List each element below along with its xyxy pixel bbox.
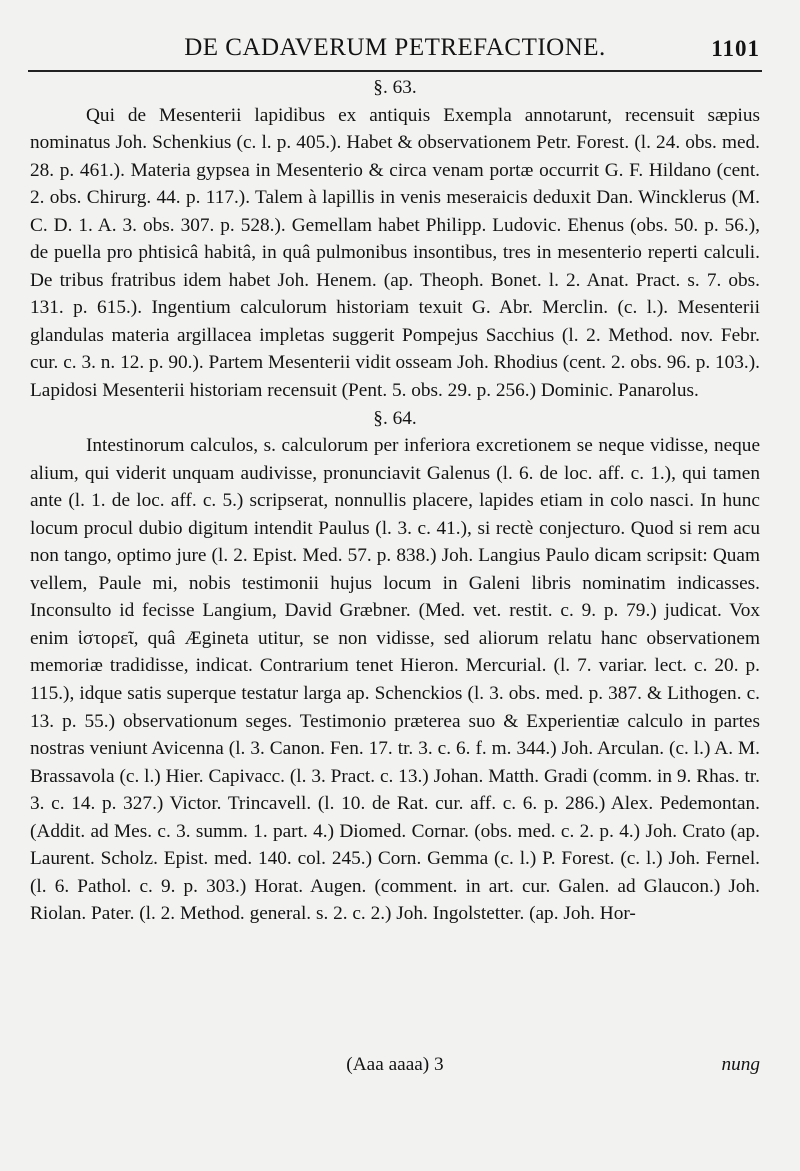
page-footer: [30, 1054, 760, 1082]
section-text-63: Qui de Mesenterii lapidibus ex antiquis Exempla annotarunt, recensuit sæpius nominatus Joh. Schenkius (c. l. p. 405.). Habet & observationem Petr. Forest. (l. 24. obs. med. 28. p. 461.). Materia gypsea in Mesenterio & circa venam portæ occurrit G. F. Hildano (cent. 2. obs. Chirurg. 44. p. 117.). Talem à lapillis in venis meseraicis deduxit Dan. Wincklerus (M. C. D. 1. A. 3. obs. 307. p. 528.). Gemellam habet Philipp. Ludovic. Ehenus (obs. 50. p. 56.), de puella pro phtisicâ habitâ, in quâ pulmonibus insontibus, tres in mesenterio reperti calculi. De tribus fratribus idem habet Joh. Henem. (ap. Theoph. Bonet. l. 2. Anat. Pract. s. 7. obs. 131. p. 615.). Ingentium calculorum historiam texuit G. Abr. Merclin. (c. l.). Mesenterii glandulas materia argillacea impletas suggerit Pompejus Sacchius (l. 2. Method. nov. Febr. cur. c. 3. n. 12. p. 90.). Partem Mesenterii vidit osseam Joh. Rhodius (cent. 2. obs. 96. p. 103.). Lapidosi Mesenterii historiam recensuit (Pent. 5. obs. 29. p. 256.) Dominic. Panarolus.: [30, 104, 760, 402]
page-number: 1101: [711, 36, 760, 61]
body-text: [30, 74, 760, 928]
running-head: [30, 30, 760, 70]
header-rule: [28, 70, 762, 72]
section-heading-63: §. 63.: [373, 77, 417, 98]
catchword: nung: [721, 1054, 760, 1075]
section-text-64: Intestinorum calculos, s. calculorum per inferiora excretionem se neque vidisse, neque alium, qui viderit unquam audivisse, pronunciavit Galenus (l. 6. de loc. aff. c. 1.), qui tamen ante (l. 1. de loc. aff. c. 5.) scripserat, nonnullis placere, lapides etiam in colo nasci. In hunc locum procul dubio digitum intendit Paulus (l. 3. c. 41.), si rectè conjecturo. Quod si rem acu non tango, optimo jure (l. 2. Epist. Med. 57. p. 838.) Joh. Langius Paulo dicam scripsit: Quam vellem, Paule mi, nobis testimonii hujus locum in Galeni libris nominatim indicasses. Inconsulto id fecisse Langium, David Græbner. (Med. vet. restit. c. 9. p. 79.) judicat. Vox enim ἱστορεῖ, quâ Ægineta utitur, se non vidisse, sed aliorum relatu hanc observationem memoriæ tradidisse, indicat. Contrarium tenet Hieron. Mercurial. (l. 7. variar. lect. c. 20. p. 115.), idque satis superque testatur larga ap. Schenckios (l. 3. obs. med. p. 387. & Lithogen. c. 13. p. 55.) observationum seges. Testimonio præterea suo & Experientiæ calculo in partes nostras veniunt Avicenna (l. 3. Canon. Fen. 17. tr. 3. c. 6. f. m. 344.) Joh. Arculan. (c. l.) A. M. Brassavola (c. l.) Hier. Capivacc. (l. 3. Pract. c. 13.) Johan. Matth. Gradi (comm. in 9. Rhas. tr. 3. c. 14. p. 327.) Victor. Trincavell. (l. 10. de Rat. cur. aff. c. 6. p. 286.) Alex. Pedemontan. (Addit. ad Mes. c. 3. summ. 1. part. 4.) Diomed. Cornar. (obs. med. c. 2. p. 4.) Joh. Crato (ap. Laurent. Scholz. Epist. med. 140. col. 245.) Corn. Gemma (c. l.) P. Forest. (c. l.) Joh. Fernel. (l. 6. Pathol. c. 9. p. 303.) Horat. Augen. (comment. in art. cur. Galen. ad Glaucon.) Joh. Riolan. Pater. (l. 2. Method. general. s. 2. c. 2.) Joh. Ingolstetter. (ap. Joh. Hor-: [30, 435, 760, 925]
signature-mark: (Aaa aaaa) 3: [346, 1054, 444, 1075]
running-title: DE CADAVERUM PETREFACTIONE.: [184, 34, 606, 61]
section-heading-64: §. 64.: [373, 407, 417, 429]
